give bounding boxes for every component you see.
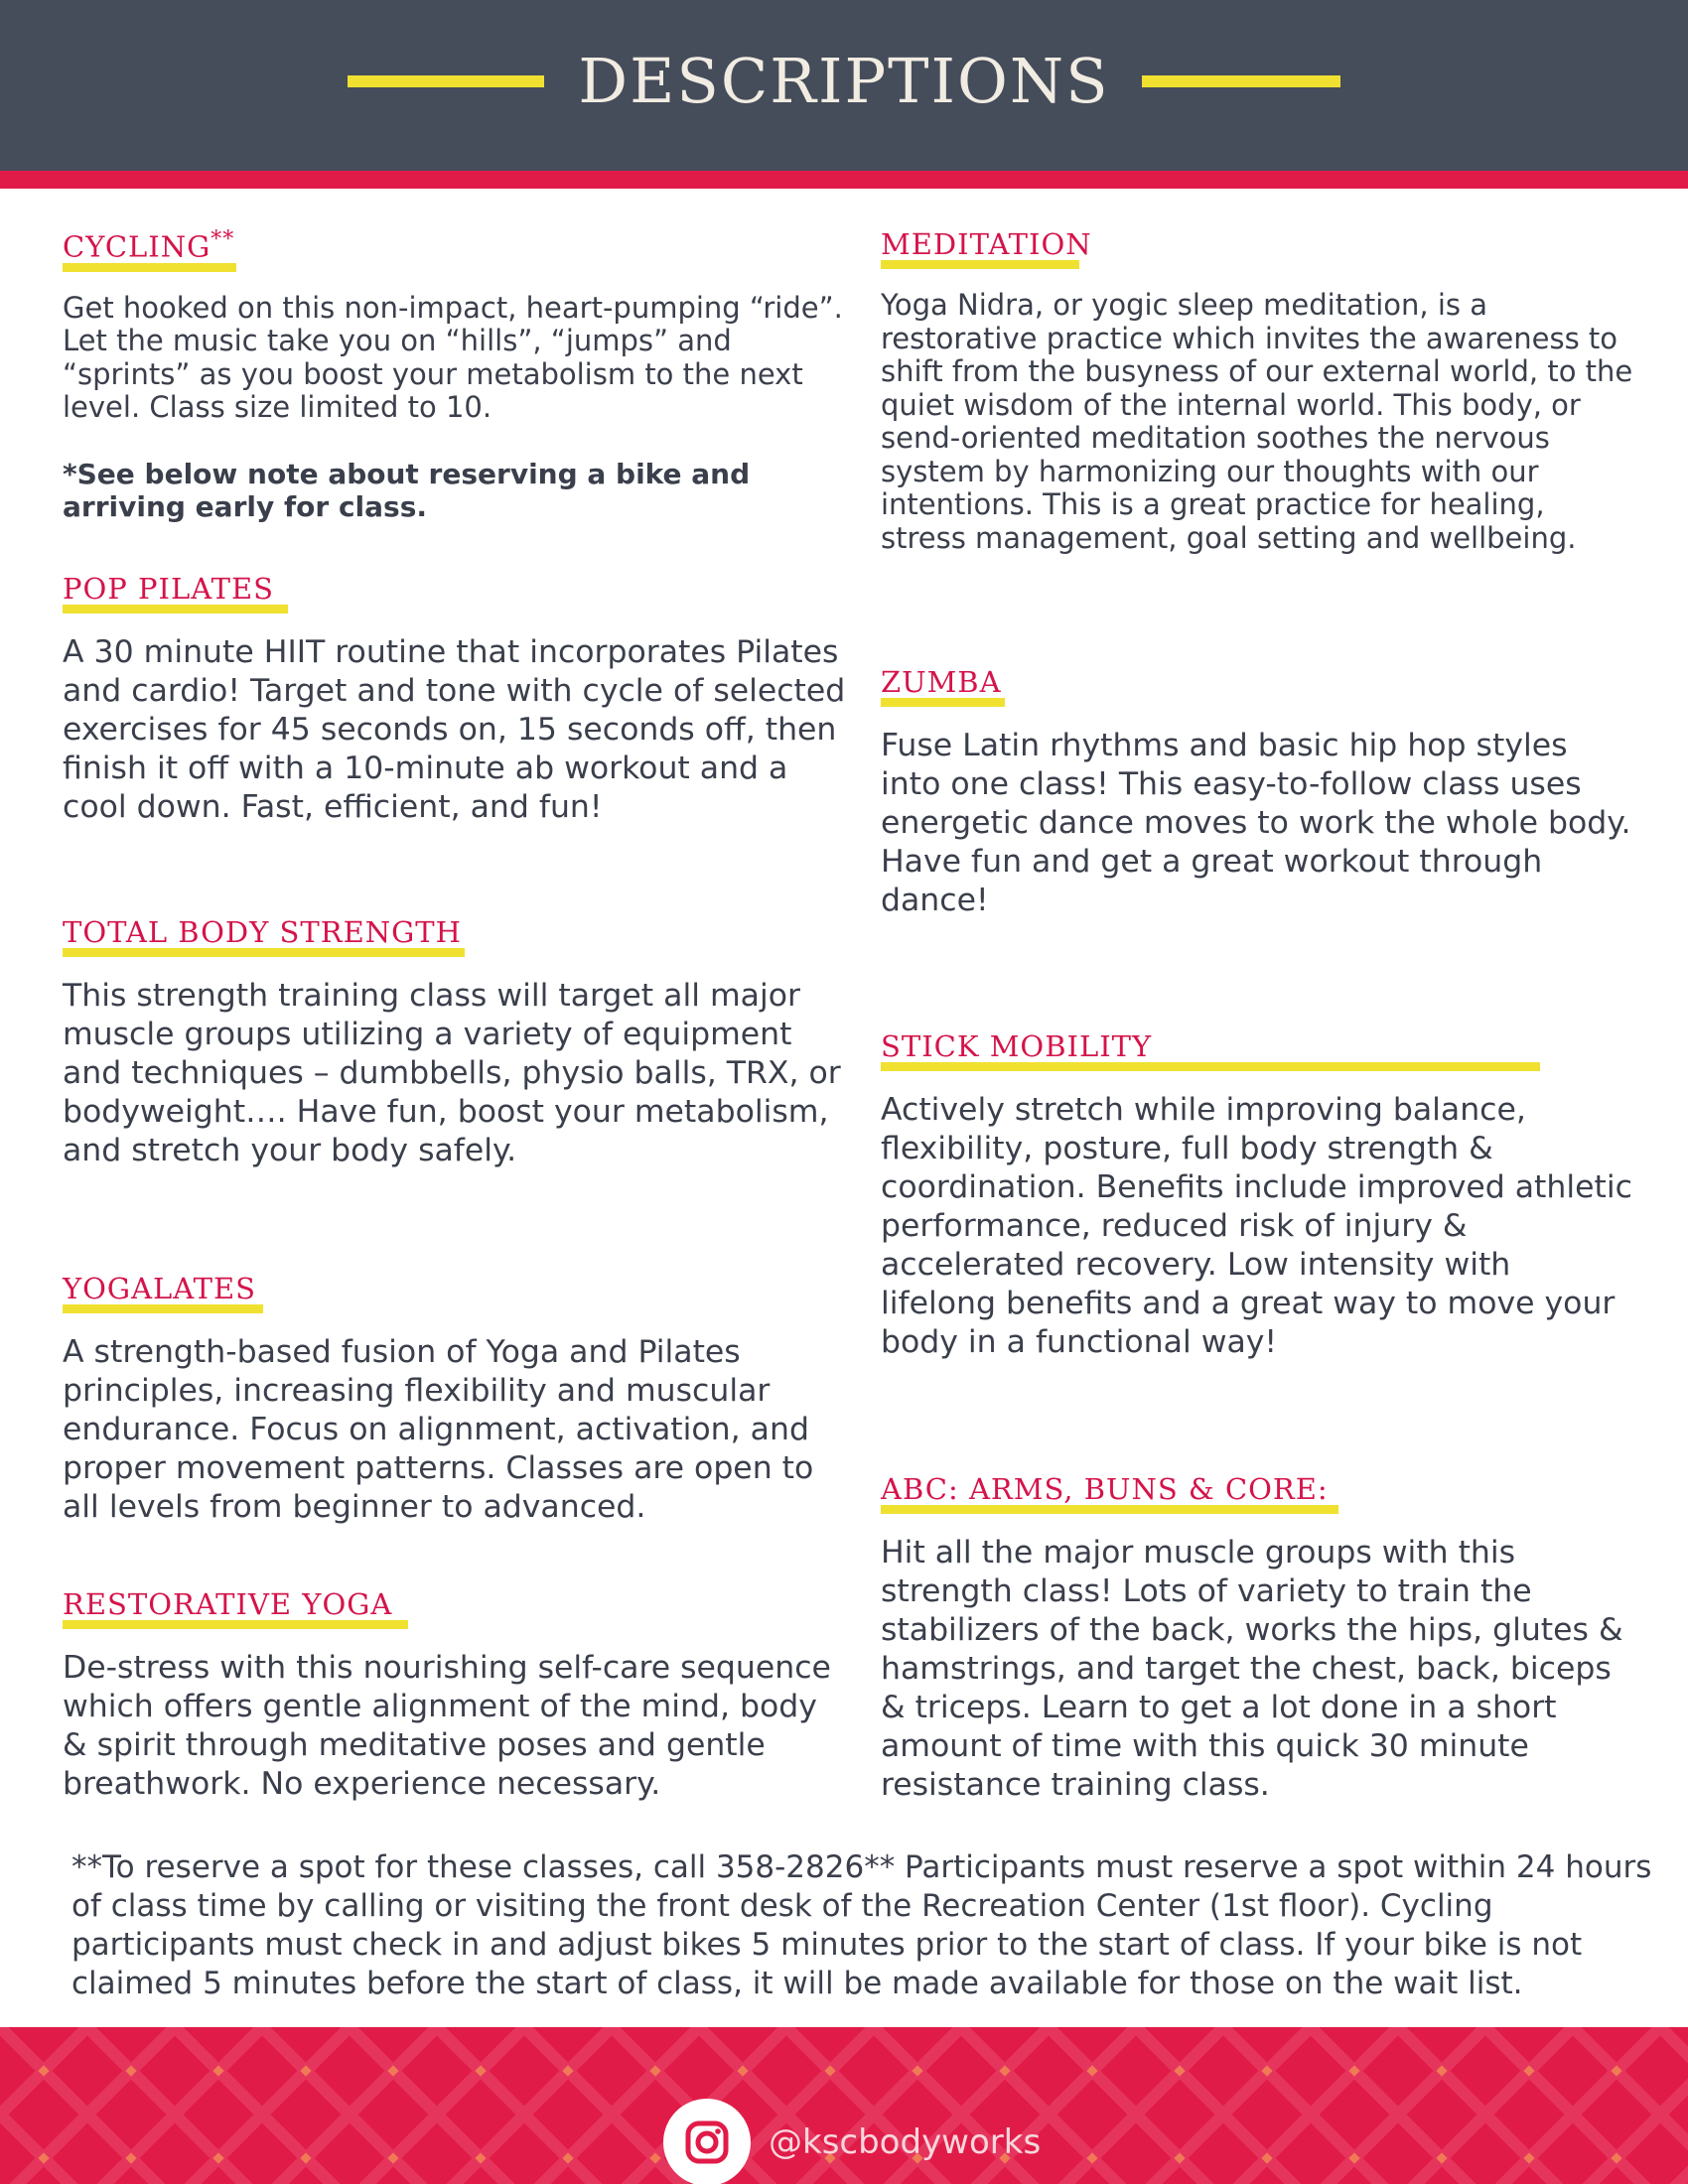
page-title: DESCRIPTIONS bbox=[578, 45, 1110, 117]
header-banner bbox=[0, 0, 1688, 171]
reservation-footnote: **To reserve a spot for these classes, call 358-2826** Participants must reserve a spot within 24 hours of class time by calling or visiting the front desk of the Recreation Center (1st floor). Cycling participants must check in and adjust bikes 5 minutes prior to the start of class. If your bike is not claimed 5 minutes before the start of class, it will be made available for those on the wait list. bbox=[71, 1849, 1652, 2001]
header-right-accent bbox=[1142, 75, 1340, 87]
section-meditation bbox=[881, 224, 1635, 555]
instagram-icon bbox=[663, 2099, 751, 2184]
section-title: MEDITATION bbox=[881, 227, 1092, 261]
section-cycling bbox=[63, 220, 847, 524]
section-pop-pilates bbox=[63, 569, 847, 827]
section-title: CYCLING bbox=[63, 229, 211, 264]
section-description: De-stress with this nourishing self-care sequence which offers gentle alignment of the mind, body & spirit through meditative poses and gentle breathwork. No experience necessary. bbox=[63, 1650, 831, 1802]
section-title: POP PILATES bbox=[63, 572, 274, 606]
section-title: YOGALATES bbox=[63, 1272, 257, 1305]
instagram-badge[interactable] bbox=[663, 2099, 751, 2184]
section-title: ABC: ARMS, BUNS & CORE: bbox=[881, 1472, 1329, 1506]
header-stripe bbox=[0, 171, 1688, 189]
section-total-body-strength bbox=[63, 912, 847, 1170]
instagram-handle[interactable]: @kscbodyworks bbox=[769, 2122, 1042, 2162]
section-description: Get hooked on this non-impact, heart-pumping “ride”. Let the music take you on “hills”, “jumps” and “sprints” as you boost your metabolism to the next level. Class size limited to 10. bbox=[63, 290, 843, 425]
section-description: Actively stretch while improving balance, flexibility, posture, full body strength & coordination. Benefits include improved athletic performance, reduced risk of injury & accelerated recovery. Low intensity with lifelong benefits and a great way to move your body in a functional way! bbox=[881, 1092, 1632, 1360]
section-restorative-yoga bbox=[63, 1584, 847, 1804]
section-description: A 30 minute HIIT routine that incorporates Pilates and cardio! Target and tone with cycle of selected exercises for 45 seconds on, 15 seconds off, then finish it off with a 10-minute ab workout and a cool down. Fast, efficient, and fun! bbox=[63, 634, 846, 825]
section-description: Fuse Latin rhythms and basic hip hop styles into one class! This easy-to-follow class uses energetic dance moves to work the whole body. Have fun and get a great workout through dance! bbox=[881, 728, 1631, 918]
section-zumba bbox=[881, 662, 1635, 920]
section-description: This strength training class will target all major muscle groups utilizing a variety of equipment and techniques – dumbbells, physio balls, TRX, or bodyweight…. Have fun, boost your metabolism, and stretch your body safely. bbox=[63, 978, 841, 1168]
section-description: A strength-based fusion of Yoga and Pilates principles, increasing flexibility and muscular endurance. Focus on alignment, activation, and proper movement patterns. Classes are open to all levels from beginner to advanced. bbox=[63, 1334, 814, 1525]
section-title: RESTORATIVE YOGA bbox=[63, 1587, 393, 1621]
bike-reservation-note: *See below note about reserving a bike and arriving early for class. bbox=[63, 457, 751, 524]
section-yogalates bbox=[63, 1269, 847, 1527]
section-description: Hit all the major muscle groups with this strength class! Lots of variety to train the stabilizers of the back, works the hips, glutes & hamstrings, and target the chest, back, biceps & triceps. Learn to get a lot done in a short amount of time with this quick 30 minute resistance training class. bbox=[881, 1535, 1623, 1803]
section-abc bbox=[881, 1469, 1635, 1805]
section-description: Yoga Nidra, or yogic sleep meditation, is a restorative practice which invites the awareness to shift from the busyness of our external world, to the quiet wisdom of the internal world. This body, or send-oriented meditation soothes the nervous system by harmonizing our thoughts with our intentions. This is a great practice for healing, stress management, goal setting and wellbeing. bbox=[881, 288, 1633, 555]
section-title: TOTAL BODY STRENGTH bbox=[63, 915, 462, 949]
footer-banner bbox=[0, 2027, 1688, 2184]
section-title: STICK MOBILITY bbox=[881, 1029, 1153, 1063]
section-title: ZUMBA bbox=[881, 665, 1002, 699]
section-stick-mobility bbox=[881, 1026, 1635, 1362]
reservation-mark: ** bbox=[211, 227, 235, 252]
